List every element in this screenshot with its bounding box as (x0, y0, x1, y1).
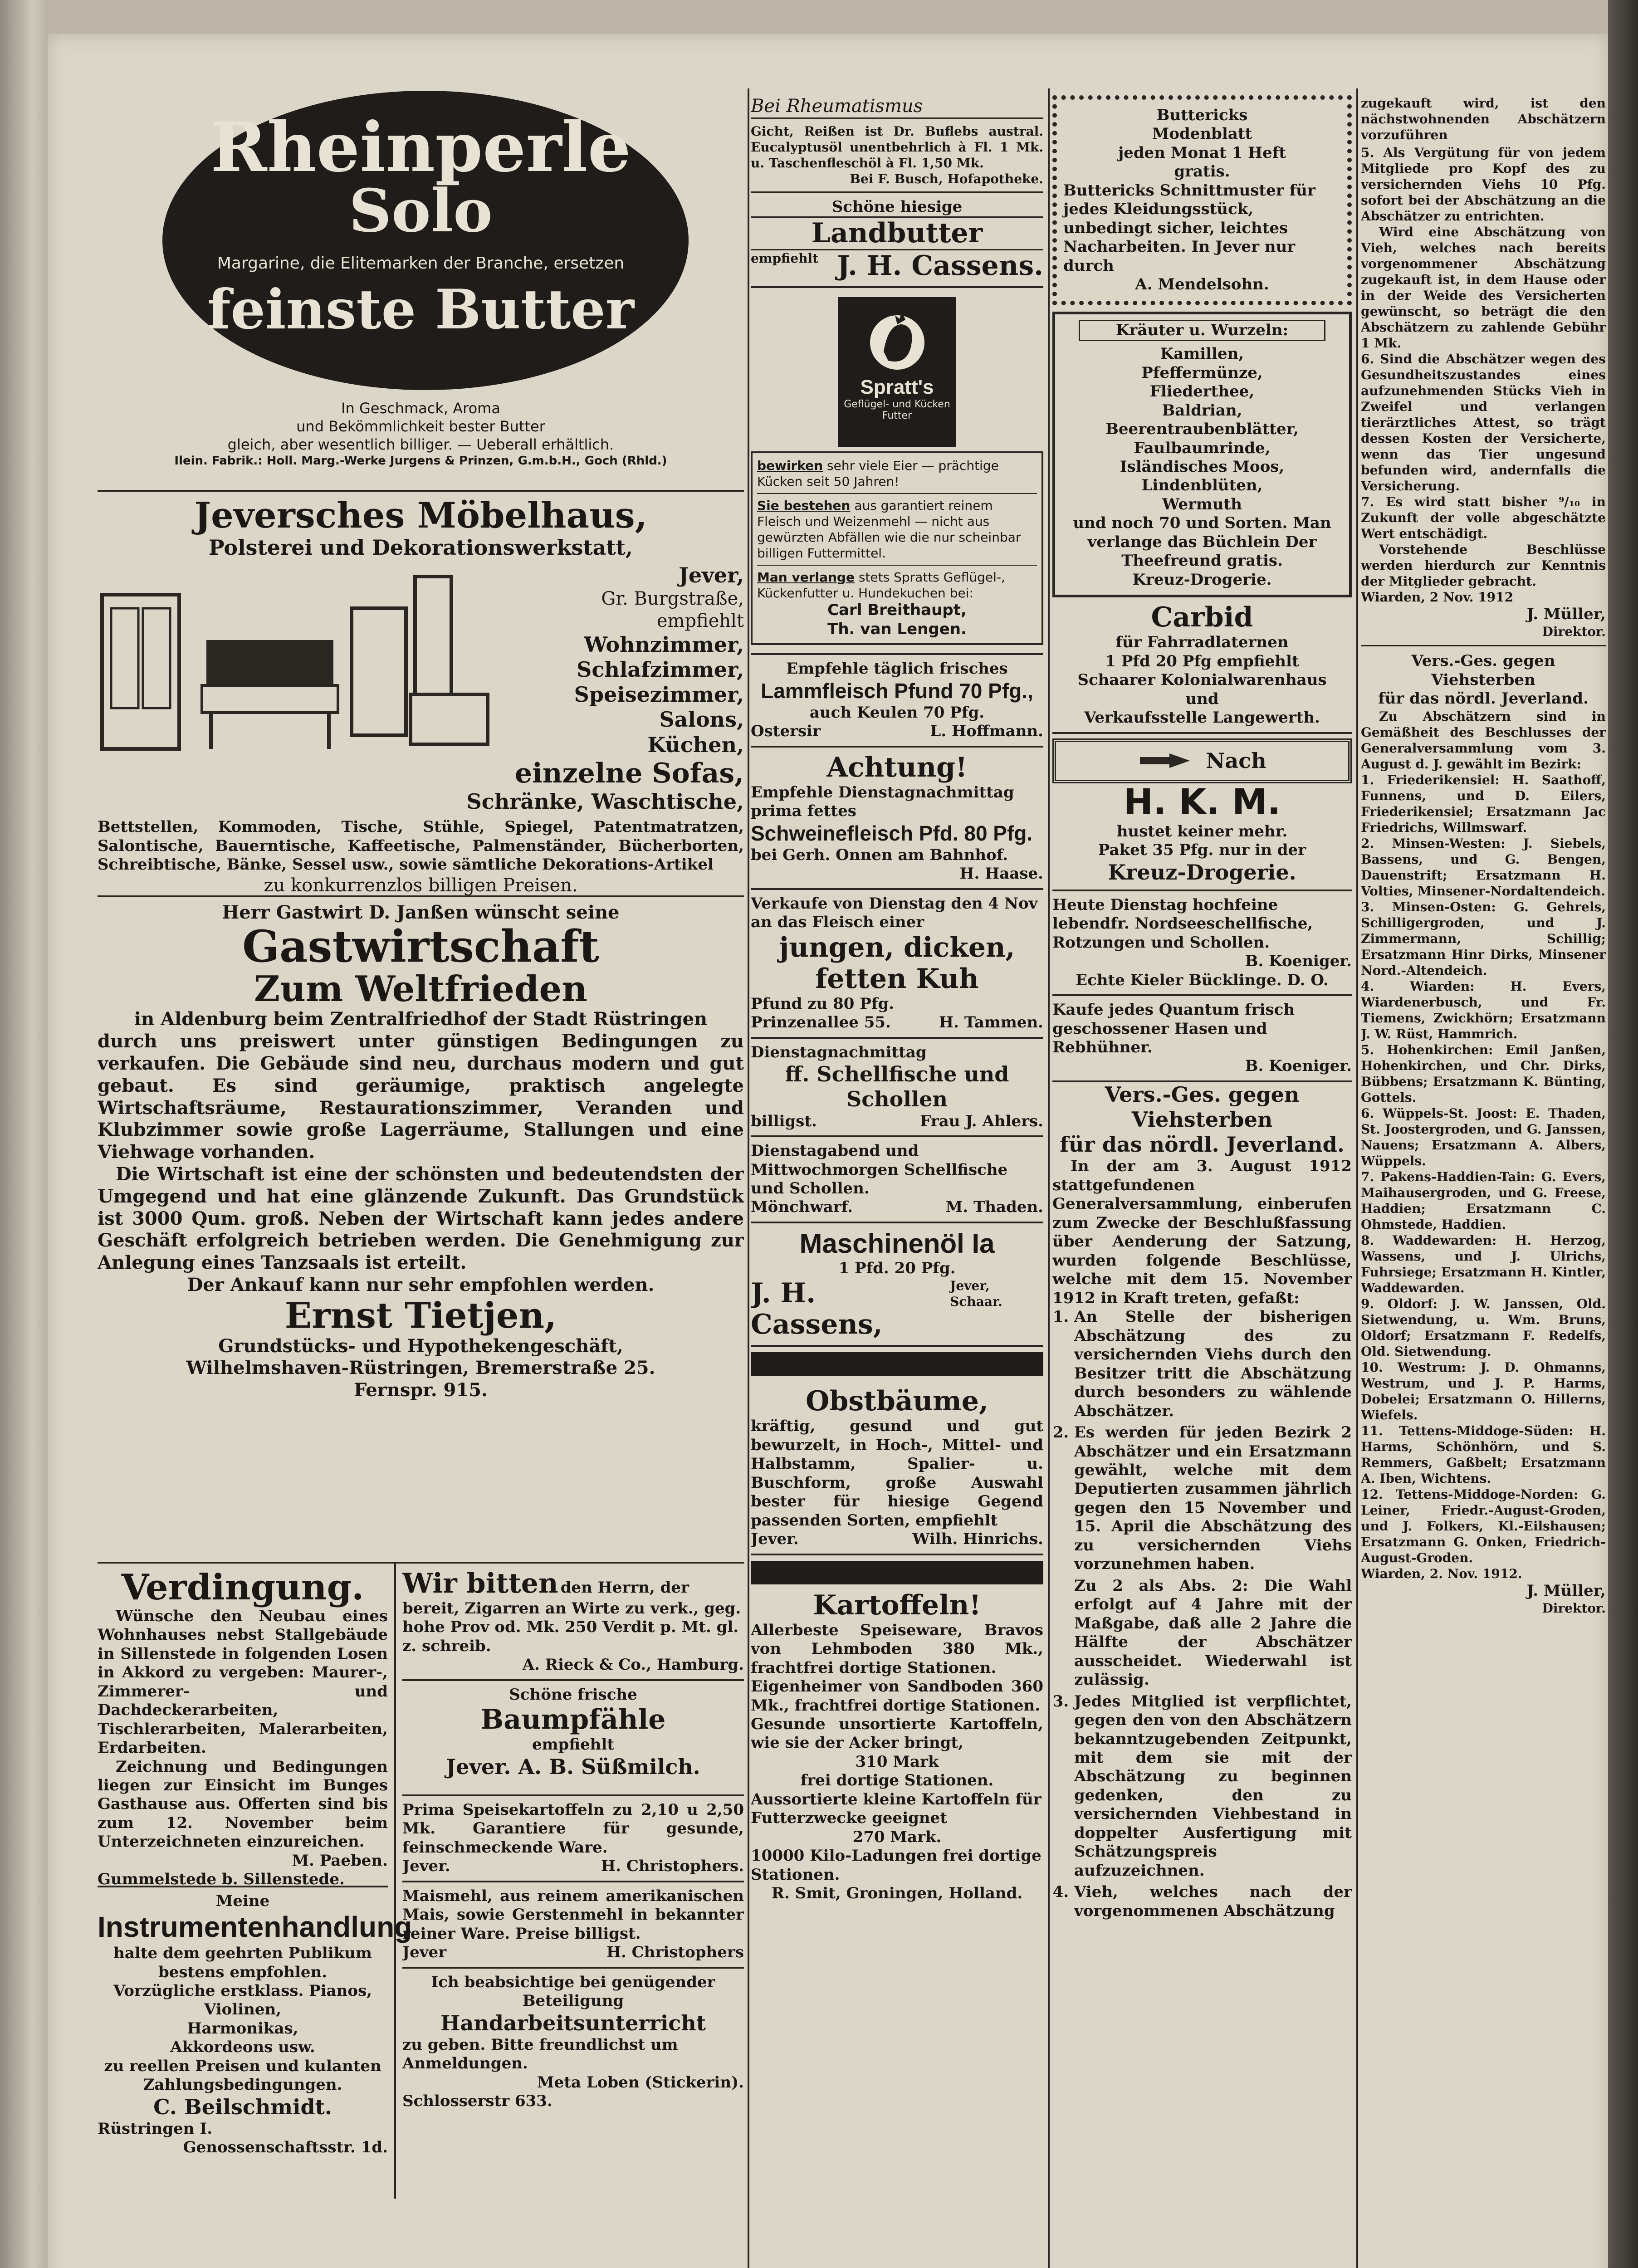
maschinenoel-title: Maschinenöl Ia (799, 1228, 995, 1259)
verein-item: 1. An Stelle der bisherigen Abschätzung des zu versichernden Viehs durch den Besitzer tritt die Abschätzung durch besonders zu wählende Abschätzer. (1074, 1308, 1352, 1421)
rheinperle-line: In Geschmack, Aroma (341, 400, 500, 417)
hkm-nach-box (1052, 738, 1352, 783)
moebelhaus-sub: Polsterei und Dekorationswerkstatt, (209, 535, 633, 560)
bezirk-item: Wüppels-St. Joost: E. Thaden, St. Joostergroden, und G. Janssen, Nauens; Ersatzmann A. Albers, Wüppels. (1361, 1105, 1606, 1168)
kartoffeln-title: Kartoffeln! (813, 1589, 981, 1621)
moebelhaus-sofas: einzelne Sofas, (514, 757, 744, 789)
col4-item: Wird eine Abschätzung von Vieh, welches nach bereits vorgenommener Abschätzung zugekauft ist, in dem Hause oder in der Weide des Versicherten gewünscht, so beträgt die den Abschätzern zu zahlende Gebühr 1 Mk. (1361, 225, 1606, 351)
dienstagabend-sig: M. Thaden. (945, 1198, 1043, 1217)
page-edge (1608, 0, 1638, 2268)
achtung-title: Achtung! (826, 751, 968, 783)
moebelhaus-title: Jeversches Möbelhaus, (194, 495, 647, 536)
carbid-ad (1052, 597, 1352, 733)
column-1 (98, 59, 744, 2268)
butterick-ad (1052, 95, 1352, 305)
baumpfaehle-name: Jever. A. B. Süßmilch. (446, 1754, 700, 1779)
col4-item: Es wird statt bisher ⁹/₁₀ in Zukunft der volle abgeschätzte Wert entschädigt. (1361, 494, 1606, 541)
mais-body: Maismehl, aus reinem amerikanischen Mais, sowie Gerstenmehl in bekannter reiner Ware. Preise billigst. (402, 1887, 744, 1943)
col4-item: Als Vergütung für von jedem Mitgliede pro Kopf des zu versichernden Viehs 10 Pfg. sofort bei der Abschätzung an die Abschätzer zu entrichten. (1361, 145, 1606, 224)
rheinperle-maker: Ilein. Fabrik.: Holl. Marg.-Werke Jurgens & Prinzen, G.m.b.H., Goch (Rhld.) (174, 454, 667, 468)
instrumente-meine: Meine (215, 1892, 270, 1910)
bezirk-num: 9. (1361, 1296, 1374, 1311)
instrumente-ad (98, 1887, 412, 2157)
kartoffeln-sig: R. Smit, Groningen, Holland. (771, 1884, 1023, 1903)
landbutter-ad (751, 193, 1043, 288)
mais-sig: H. Christophers (606, 1943, 744, 1962)
wirbitten-head: Wir bitten (402, 1568, 558, 1599)
carbid-und: und (1185, 689, 1219, 708)
rheinperle-brand-solo: Solo (349, 176, 493, 245)
bezirk-num: 2. (1361, 836, 1374, 851)
carbid-body: 1 Pfd 20 Pfg empfiehlt (1105, 652, 1299, 670)
gastwirt-body: durch uns preiswert unter günstigen Bedingungen zu verkaufen. Die Gebäude sind neu, durchaus modern und gut gebaut. Es sind geräumige, praktisch angelegte Wirtschaftsräume, Restaurationszimmer, Veranden und Klubzimmer sowie große Lagerräume, Stallungen und eine Viehwage vorhanden. (98, 1031, 744, 1163)
schellfische-pre: Dienstagnachmittag (751, 1043, 927, 1061)
verein-item: 3. Jedes Mitglied ist verpflichtet, gegen den von den Abschätzern bekanntzugebenden Zeitpunkt, mit dem sie mit der Abschätzung zu beginnen gedenken, den zu versichernden Viehbestand in doppelter Ausfertigung mit Schätzungspreis aufzuzeichnen. (1074, 1692, 1352, 1881)
wirbitten-firm: A. Rieck & Co., Hamburg. (522, 1656, 744, 1674)
verdingung-sig: M. Paeben. (292, 1851, 388, 1870)
hkm-price: Paket 35 Pfg. nur in der (1098, 841, 1306, 860)
verdingung-body: Wünsche den Neubau eines Wohnhauses nebst Stallgebäude in Sillenstede in folgenden Losen in Akkord zu vergeben: Maurer-, Zimmerer- und Dachdeckerarbeiten, Tischlerarbeiten, Malerarbeiten, Erdarbeiten. (98, 1607, 388, 1757)
landbutter-title: Landbutter (751, 216, 1043, 250)
col1-bottom-left (98, 1564, 412, 2199)
verdingung-place: Gummelstede b. Sillenstede. (98, 1870, 345, 1887)
landbutter-firm: J. H. Cassens. (837, 250, 1043, 282)
col4-num: 6. (1361, 352, 1374, 367)
hkm-claim: hustet keiner mehr. (1116, 822, 1288, 841)
hkm-sig: Kreuz-Drogerie. (1108, 860, 1296, 885)
bezirke-title2: für das nördl. Jeverland. (1378, 689, 1589, 708)
gastwirt-agent: Ernst Tietjen, (284, 1295, 557, 1336)
speisekartoffeln-ad (402, 1796, 744, 1882)
moebelhaus-item: Waschtische, (591, 789, 744, 814)
moebelhaus-item: Schlafzimmer, (577, 657, 744, 682)
bezirk-item: Pakens-Haddien-Tain: G. Evers, Maihausergroden, und G. Freese, Haddien; Ersatzmann C. Ohmstede, Haddien. (1361, 1169, 1606, 1232)
handarbeit-address: Schlosserstr 633. (402, 2092, 553, 2111)
nordsee-ad (1052, 891, 1352, 996)
col4-final: Vorstehende Beschlüsse werden hierdurch zur Kenntnis der Mitglieder gebracht. (1361, 542, 1606, 589)
nordsee-body: Heute Dienstag hochfeine lebendfr. Nordseeschellfische, Rotzungen und Schollen. (1052, 895, 1313, 952)
kraeuter-item: Beerentraubenblätter, (1105, 420, 1299, 439)
kraeuter-item: Faulbaumrinde, (1134, 439, 1271, 457)
spratts-dealer: Carl Breithaupt, (827, 601, 967, 620)
gastwirt-name: Zum Weltfrieden (254, 968, 587, 1010)
maschinenoel-firm: J. H. Cassens, (751, 1277, 883, 1341)
handarbeit-name: Meta Loben (Stickerin). (537, 2073, 744, 2092)
gastwirt-intro: Herr Gastwirt D. Janßen wünscht seine (222, 902, 620, 923)
verein-item: Zu 2 als Abs. 2: Die Wahl erfolgt auf 4 Jahre mit der Maßgabe, daß alle 2 Jahre die Hälfte der Abschätzer ausscheidet. Wiederwahl ist zulässig. (1074, 1576, 1352, 1689)
gastwirt-phone: Fernspr. 915. (354, 1379, 488, 1401)
gastwirt-address: Wilhelmshaven-Rüstringen, Bremerstraße 25. (186, 1357, 655, 1379)
gastwirt-body2: Die Wirtschaft ist eine der schönsten und bedeutendsten der Umgegend und hat eine glänzende Zukunft. Das Grundstück ist 3000 Qum. groß. Neben der Wirtschaft kann jedes andere Geschäft erfolgreich betrieben werden. Die Genehmigung zur Anlegung eines Tanzsaals ist erteilt. (98, 1163, 744, 1274)
bezirk-item: Friederikensiel: H. Saathoff, Funnens, und D. Eilers, Friederikensiel; Ersatzmann Jac Friedrichs, Willmswarf. (1361, 772, 1606, 835)
verein-item: 2. Es werden für jeden Bezirk 2 Abschätzer und ein Ersatzmann gewählt, welche mit dem Deputierten zusammen jährlich gegen den 15 November und 15. April die Abschätzung des zu versichernden Viehs vorzunehmen haben. (1074, 1423, 1352, 1574)
landbutter-pre: Schöne hiesige (831, 197, 963, 216)
handarbeit-ad (402, 1969, 744, 2111)
bezirke-date: Wiarden, 2. Nov. 1912. (1361, 1566, 1522, 1581)
kraeuter-item: Pfeffermünze, (1141, 363, 1263, 382)
gastwirt-body3: Der Ankauf kann nur sehr empfohlen werden. (187, 1274, 655, 1295)
kuh-pre: Verkaufe von Dienstag den 4 Nov an das Fleisch einer (751, 894, 1038, 932)
kraeuter-ad (1052, 312, 1352, 598)
nordsee-extra: Echte Kieler Bücklinge. D. O. (1076, 971, 1329, 989)
col4-sig: J. Müller, (1526, 605, 1606, 623)
moebelhaus-list: Bettstellen, Kommoden, Tische, Stühle, Spiegel, Patentmatratzen, Salontische, Bauerntische, Kaffeetische, Palmenständer, Bücherborten, Schreibtische, Bänke, Sessel usw., sowie sämtliche Dekorations-Artikel (98, 818, 744, 874)
hkm-ad (1052, 734, 1352, 891)
book-spine (0, 0, 48, 2268)
bezirk-item: Minsen-Westen: J. Siebels, Bassens, und G. Bengen, Dauenstrift; Ersatzmann H. Volties, Minsener-Nordaltendeich. (1361, 836, 1606, 899)
spratts-ad (751, 288, 1043, 655)
instrumente-city: Rüstringen I. (98, 2120, 213, 2138)
baumpfaehle-empf: empfiehlt (532, 1735, 615, 1754)
butterick-title: Buttericks (1156, 106, 1248, 124)
gastwirt-title: Gastwirtschaft (242, 920, 599, 972)
achtung-pre: Empfehle Dienstagnachmittag prima fettes (751, 783, 1014, 821)
mais-ad (402, 1882, 744, 1969)
butterick-monthly: jeden Monat 1 Heft (1118, 143, 1286, 162)
lammfleisch-sub: auch Keulen 70 Pfg. (809, 703, 985, 722)
speisekartoffeln-sig: H. Christophers. (601, 1857, 744, 1876)
col1-bottom-right (396, 1564, 744, 2199)
instrumente-title: Instrumentenhandlung (98, 1911, 412, 1944)
verein-item: 4. Vieh, welches nach der vorgenommenen Abschätzung (1074, 1883, 1352, 1921)
speisekartoffeln-body: Prima Speisekartoffeln zu 2,10 u 2,50 Mk. Garantiere für gesunde, feinschmeckende Ware. (402, 1800, 744, 1857)
col4-item: Sind die Abschätzer wegen des Gesundheitszustandes eines aufzunehmenden Stücks Vieh in Zweifel und verlangen tierärztliches Attest, so trägt dessen Kosten der Versicherte, wenn das Tier ungesund befunden wird, andernfalls die Versicherung. (1361, 352, 1606, 494)
kartoffeln-body2: Eigenheimer von Sandboden 360 Mk., frachtfrei dortige Stationen. (751, 1677, 1043, 1715)
column-rule (748, 88, 749, 2268)
column-rule (1356, 88, 1358, 2268)
spratts-text: stets Spratts Geflügel-, Kückenfutter u. Hundekuchen bei: (757, 570, 1005, 601)
bufleb-ad (751, 117, 1043, 193)
rheinperle-sub: Margarine, die Elitemarken der Branche, ersetzen (217, 254, 625, 273)
hkm-nach: Nach (1206, 748, 1266, 773)
schellfische-title: ff. Schellfische und Schollen (785, 1062, 1009, 1112)
moebelhaus-item: Salons, (659, 707, 744, 732)
kartoffeln-body: Allerbeste Speiseware, Bravos von Lehmboden 380 Mk., frachtfrei dortige Stationen. (751, 1621, 1043, 1677)
handarbeit-body: zu geben. Bitte freundlichst um Anmeldungen. (402, 2035, 678, 2073)
maschinenoel-price: 1 Pfd. 20 Pfg. (838, 1259, 956, 1277)
bezirk-num: 10. (1361, 1359, 1383, 1375)
verein-title2: für das nördl. Jeverland. (1060, 1132, 1345, 1157)
schellfische-ad (751, 1039, 1043, 1137)
instrumente-item: Harmonikas, (187, 2019, 298, 2038)
rheinperle-line: und Bekömmlichkeit bester Butter (296, 418, 545, 435)
spratts-logo (838, 297, 956, 447)
spratts-text: aus garantiert reinem Fleisch und Weizenmehl — nicht aus gewürzten Abfällen wie die nur scheinbar billigen Futtermittel. (757, 498, 1021, 561)
rooster-icon (856, 306, 938, 374)
bezirke-intro: Zu Abschätzern sind in Gemäßheit des Beschlusses der Generalversammlung vom 3. August d. J. gewählt im Bezirk: (1361, 709, 1606, 772)
bezirk-item: Tettens-Middoge-Norden: G. Leiner, Friedr.-August-Groden, und J. Folkers, Kl.-Eilshausen; Ersatzmann G. Onken, Friedrich-August-Groden. (1361, 1486, 1606, 1565)
kraeuter-item: Fliederthee, (1149, 382, 1255, 401)
moebelhaus-item: Wohnzimmer, (584, 632, 744, 657)
instrumente-item: Vorzügliche erstklass. Pianos, (113, 1982, 372, 2000)
schellfische-sig: Frau J. Ahlers. (920, 1112, 1043, 1130)
spratts-lead: bewirken (757, 458, 823, 474)
hasen-sig: B. Koeniger. (1245, 1057, 1352, 1075)
instrumente-sig: C. Beilschmidt. (153, 2094, 332, 2119)
lammfleisch-ad (751, 655, 1043, 748)
moebelhaus-street: Gr. Burgstraße, (601, 588, 744, 610)
spratts-box (751, 451, 1043, 645)
obstbaeume-sig: Wilh. Hinrichs. (912, 1530, 1043, 1549)
bezirk-num: 3. (1361, 899, 1374, 914)
spratts-product: Geflügel- und Kücken Futter (844, 399, 950, 422)
lammfleisch-sig: Ostersir (751, 722, 821, 741)
rheinperle-line: gleich, aber wesentlich billiger. — Ueberall erhältlich. (227, 436, 614, 453)
verein-list (1052, 1308, 1352, 1921)
col4-date: Wiarden, 2 Nov. 1912 (1361, 590, 1514, 605)
col4-role: Direktor. (1542, 624, 1606, 640)
bezirk-num: 8. (1361, 1232, 1374, 1248)
spratts-brand: Spratt's (860, 376, 934, 399)
bezirk-num: 12. (1361, 1486, 1383, 1502)
bezirk-num: 5. (1361, 1042, 1374, 1057)
kraeuter-title: Kräuter u. Wurzeln: (1079, 320, 1325, 341)
bezirk-item: Oldorf: J. W. Janssen, Old. Sietwendung, u. Wm. Bruns, Oldorf; Ersatzmann F. Redelfs, Old. Sietwendung. (1361, 1296, 1606, 1359)
achtung-ad (751, 748, 1043, 890)
kuh-sig: H. Tammen. (939, 1013, 1043, 1032)
butterick-gratis: gratis. (1174, 162, 1230, 181)
gastwirtschaft-ad (98, 897, 744, 1564)
kuh-ad (751, 890, 1043, 1039)
bezirke-list (1361, 772, 1606, 1566)
kraeuter-item: Lindenblüten, (1141, 476, 1263, 495)
nordsee-sig: B. Koeniger. (1245, 952, 1352, 971)
verdingung-title: Verdingung. (121, 1567, 364, 1608)
bezirk-num: 1. (1361, 772, 1374, 787)
verein-notice (1052, 1082, 1352, 1921)
kraeuter-item: Isländisches Moos, (1120, 457, 1285, 476)
pointing-hand-icon (1138, 752, 1192, 770)
gastwirt-location: in Aldenburg beim Zentralfriedhof der Stadt Rüstringen (134, 1008, 708, 1030)
hkm-title: H. K. M. (1123, 782, 1281, 823)
bezirk-num: 7. (1361, 1169, 1374, 1184)
bezirk-item: Waddewarden: H. Herzog, Wassens, und J. Ulrichs, Fuhrsiege; Ersatzmann H. Kintler, Waddewarden. (1361, 1232, 1606, 1295)
wirbitten-body: den Herrn, der bereit, Zigarren an Wirte zu verk., geg. hohe Prov od. Mk. 250 Verdit p. Mt. gl. z. schreib. (402, 1579, 741, 1655)
spratts-lead: Man verlange (757, 570, 855, 585)
handarbeit-pre: Ich beabsichtige bei genügender Beteiligung (431, 1973, 715, 2010)
bezirk-num: 4. (1361, 978, 1374, 994)
mais-sig: Jever (402, 1943, 447, 1962)
bezirk-num: 6. (1361, 1105, 1374, 1121)
column-4 (1361, 59, 1606, 2268)
bezirke-sig: J. Müller, (1526, 1581, 1606, 1600)
lammfleisch-sig: L. Hoffmann. (930, 722, 1043, 741)
spratts-lead: Sie bestehen (757, 498, 851, 513)
kraeuter-sig: Kreuz-Drogerie. (1132, 570, 1272, 589)
moebelhaus-item: Küchen, (647, 732, 744, 757)
rheinperle-headline: feinste Butter (207, 278, 634, 342)
butterick-sig: A. Mendelsohn. (1135, 275, 1269, 294)
moebelhaus-item: Schränke, (466, 789, 584, 814)
lammfleisch-title: Lammfleisch Pfund 70 Pfg., (761, 679, 1033, 703)
carbid-firm: Schaarer Kolonialwarenhaus (1077, 671, 1327, 689)
kraeuter-body: und noch 70 und Sorten. Man verlange das Büchlein Der Theefreund gratis. (1073, 514, 1331, 570)
butterick-body: Schnittmuster für jedes Kleidungsstück, unbedingt sicher, leichtes Nacharbeiten. In Jever nur durch (1063, 181, 1315, 275)
kartoffeln-ad (751, 1590, 1043, 1903)
column-2 (751, 59, 1043, 2268)
baumpfaehle-title: Baumpfähle (480, 1704, 666, 1736)
kraeuter-item: Kamillen, (1160, 345, 1244, 363)
speisekartoffeln-sig: Jever. (402, 1857, 450, 1876)
hasen-body: Kaufe jedes Quantum frisch geschossener Hasen und Rebhühner. (1052, 1001, 1295, 1056)
column-rule (1048, 88, 1050, 2268)
achtung-main: Schweinefleisch Pfd. 80 Pfg. (751, 821, 1033, 845)
kartoffeln-body3: Gesunde unsortierte Kartoffeln, wie sie der Acker bringt, (751, 1715, 1043, 1752)
kuh-price: Pfund zu 80 Pfg. (751, 994, 895, 1013)
bezirk-item: Westrum: J. D. Ohmanns, Westrum, und J. P. Harms, Dobelei; Ersatzmann O. Hillerns, Wiefels. (1361, 1359, 1606, 1422)
kartoffeln-body4: Aussortierte kleine Kartoffeln für Futterzwecke geeignet (751, 1790, 1041, 1828)
black-bar (751, 1561, 1043, 1584)
spratts-text: sehr viele Eier — prächtige Kücken seit 50 Jahren! (757, 458, 999, 489)
bufleb-body: Gicht, Reißen ist Dr. Buflebs austral. Eucalyptusöl unentbehrlich à Fl. 1 Mk. u. Taschenfleschöl à Fl. 1,50 Mk. (751, 123, 1043, 171)
rheumatismus-script: Bei Rheumatismus (751, 96, 923, 117)
moebelhaus-ad (98, 490, 744, 897)
verein-intro: In der am 3. August 1912 stattgefundenen Generalversammlung, einberufen zum Zwecke der Beschlußfassung über Aenderung der Satzung, wurden folgende Beschlüsse, welche mit dem 15. November 1912 in Kraft treten, gefaßt: (1052, 1157, 1352, 1307)
obstbaeume-ad (751, 1381, 1043, 1555)
furniture-icon (98, 567, 497, 758)
landbutter-empf: empfiehlt (751, 251, 819, 266)
rheinperle-brand: Rheinperle (210, 108, 631, 187)
handarbeit-title: Handarbeitsunterricht (440, 2010, 706, 2035)
butterick-brand: Buttericks (1063, 181, 1154, 200)
hasen-ad (1052, 996, 1352, 1082)
kuh-sig: Prinzenallee 55. (751, 1013, 891, 1032)
lammfleisch-pre: Empfehle täglich frisches (786, 660, 1008, 678)
kartoffeln-price: 310 Mark (855, 1752, 939, 1771)
kuh-title: jungen, dicken, fetten Kuh (779, 931, 1015, 995)
wirbitten-ad (402, 1564, 744, 1681)
spratts-dealer: Th. van Lengen. (827, 620, 967, 638)
bezirk-num: 11. (1361, 1423, 1383, 1438)
carbid-firm2: Verkaufsstelle Langewerth. (1084, 709, 1320, 727)
bezirk-item: Wiarden: H. Evers, Wiardenerbusch, und Fr. Tiemens, Zwickhörn; Ersatzmann J. W. Rüst, Hammrich. (1361, 978, 1606, 1041)
moebelhaus-empf: empfiehlt (656, 610, 744, 631)
instrumente-terms: zu reellen Preisen und kulanten Zahlungsbedingungen. (104, 2057, 381, 2094)
butterick-title2: Modenblatt (1152, 125, 1252, 143)
obstbaeume-title: Obstbäume, (806, 1385, 988, 1418)
achtung-sig: H. Haase. (959, 865, 1043, 883)
achtung-sig: bei Gerh. Onnen am Bahnhof. (751, 846, 1008, 864)
dienstagabend-ad (751, 1137, 1043, 1223)
col4-num: 5. (1361, 145, 1374, 160)
black-bar (751, 1352, 1043, 1376)
dienstagabend-sig: Mönchwarf. (751, 1198, 853, 1217)
baumpfaehle-ad (402, 1681, 744, 1796)
maschinenoel-place: Jever, Schaar. (950, 1278, 1002, 1310)
verdingung-body2: Zeichnung und Bedingungen liegen zur Einsicht im Bunges Gasthause aus. Offerten sind bis zum 12. November beim Unterzeichneten einzureichen. (98, 1757, 388, 1851)
kartoffeln-body5: 10000 Kilo-Ladungen frei dortige Stationen. (751, 1847, 1041, 1884)
bezirk-item: Minsen-Osten: G. Gehrels, Schilligergroden, und J. Zimmermann, Schillig; Ersatzmann Hinr Dirks, Minsener Nord.-Altendeich. (1361, 899, 1606, 978)
gastwirt-firm: Grundstücks- und Hypothekengeschäft, (218, 1335, 623, 1357)
carbid-title: Carbid (1151, 601, 1253, 634)
baumpfaehle-pre: Schöne frische (509, 1685, 637, 1704)
instrumente-item: Akkordeons usw. (170, 2038, 315, 2057)
kartoffeln-price: 270 Mark. (852, 1828, 942, 1846)
col4-continuation: zugekauft wird, ist den nächstwohnenden Abschätzern vorzuführen (1361, 96, 1606, 142)
bezirke-title: Vers.-Ges. gegen Viehsterben (1411, 652, 1555, 689)
verein-title: Vers.-Ges. gegen Viehsterben (1105, 1082, 1300, 1132)
obstbaeume-body: kräftig, gesund und gut bewurzelt, in Hoch-, Mittel- und Halbstamm, Spalier- u. Buschform, große Auswahl bester für hiesige Gegend passenden Sorten, empfiehlt (751, 1417, 1043, 1530)
bezirk-item: Tettens-Middoge-Süden: H. Harms, Schönhörn, und S. Remmers, Gaßbelt; Ersatzmann A. Iben, Wichtens. (1361, 1423, 1606, 1486)
maschinenoel-ad (751, 1223, 1043, 1347)
bezirk-item: Hohenkirchen: Emil Janßen, Hohenkirchen, und Chr. Dirks, Bübbens; Ersatzmann K. Bünting, Gottels. (1361, 1042, 1606, 1105)
instrumente-body: halte dem geehrten Publikum bestens empfohlen. (113, 1944, 372, 1981)
verdingung-ad (98, 1564, 388, 1887)
col4-num: 7. (1361, 494, 1374, 509)
moebelhaus-place: Jever, (679, 562, 744, 587)
dienstagabend-body: Dienstagabend und Mittwochmorgen Schellfische und Schollen. (751, 1142, 1008, 1198)
carbid-sub: für Fahrradlaternen (1115, 633, 1289, 652)
col1-bottom (98, 1564, 744, 2199)
column-3 (1052, 59, 1352, 2268)
kartoffeln-price-note: frei dortige Stationen. (800, 1771, 994, 1790)
rheinperle-ad (103, 64, 738, 490)
schellfische-sig: billigst. (751, 1112, 817, 1130)
instrumente-address: Genossenschaftsstr. 1d. (183, 2138, 388, 2157)
kraeuter-item: Wermuth (1162, 495, 1242, 513)
furniture-illustration (98, 563, 497, 758)
obstbaeume-sig: Jever. (751, 1530, 799, 1549)
bezirke-role: Direktor. (1542, 1601, 1606, 1616)
kraeuter-item: Baldrian, (1162, 401, 1242, 420)
moebelhaus-item: Speisezimmer, (574, 682, 744, 707)
instrumente-item: Violinen, (204, 2000, 282, 2019)
bufleb-firm: Bei F. Busch, Hofapotheke. (850, 171, 1043, 186)
moebelhaus-prices: zu konkurrenzlos billigen Preisen. (264, 875, 578, 896)
